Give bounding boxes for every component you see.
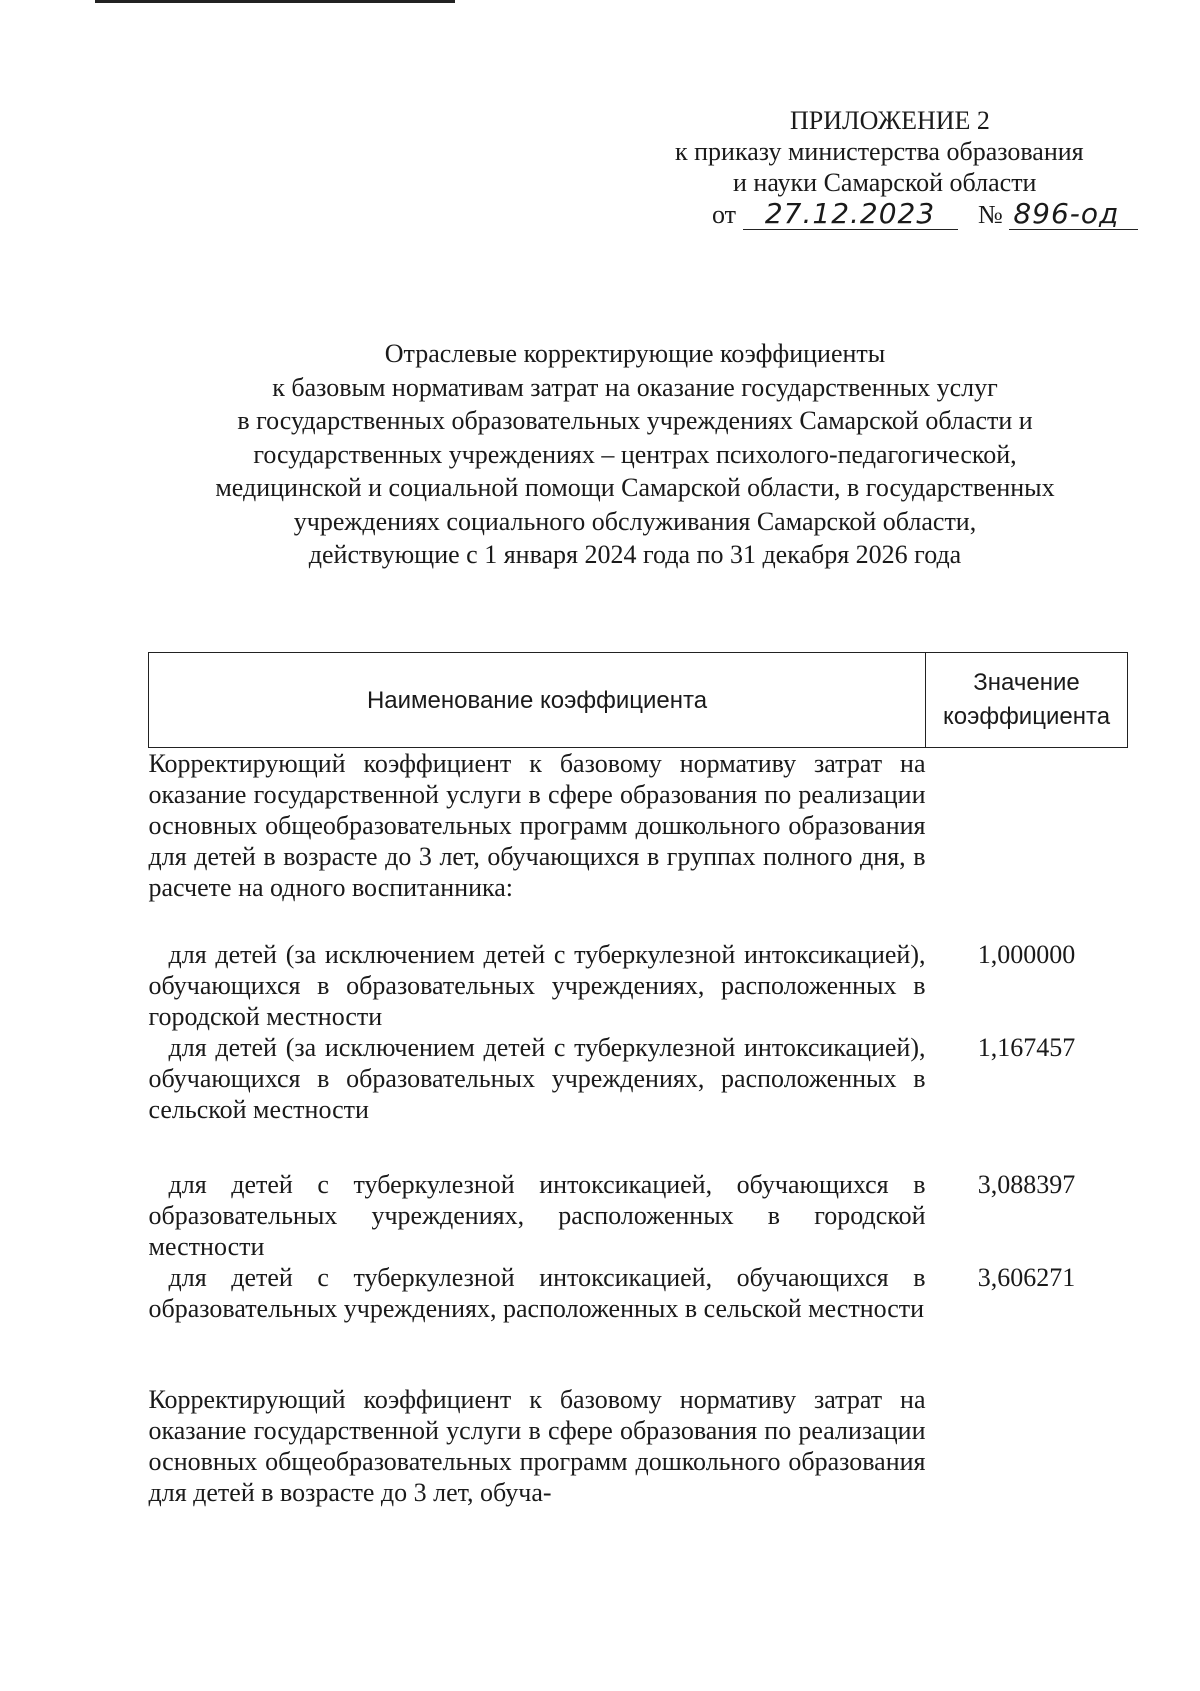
appendix-block: [600, 105, 1140, 234]
title-line: учреждениях социального обслуживания Самарской области,: [293, 506, 977, 536]
header-coefficient-value: [926, 653, 1128, 748]
coefficient-name: для детей (за исключением детей с туберкулезной интоксикацией), обучающихся в образовательных учреждениях, расположенных в сельской местности: [148, 1033, 926, 1124]
handwritten-date: 27.12.2023: [743, 198, 958, 230]
header-value-line: Значение: [973, 669, 1080, 696]
coefficients-table: [148, 652, 1128, 1508]
coefficient-value: 3,088397: [977, 1170, 1076, 1199]
appendix-heading: ПРИЛОЖЕНИЕ 2: [790, 106, 990, 135]
coefficient-value: 1,167457: [977, 1033, 1076, 1062]
table-row: [149, 1384, 1128, 1508]
title-line: действующие с 1 января 2024 года по 31 декабря 2026 года: [308, 540, 962, 569]
title-line: Отраслевые корректирующие коэффициенты: [384, 339, 886, 368]
number-mark: №: [978, 200, 1003, 229]
header-coefficient-name: Наименование коэффициента: [149, 653, 926, 748]
document-title: [120, 337, 1150, 572]
table-row: [149, 939, 1128, 1032]
coefficient-name: для детей (за исключением детей с туберкулезной интоксикацией), обучающихся в образовательных учреждениях, расположенных в городской местности: [148, 940, 926, 1031]
coefficient-name: для детей с туберкулезной интоксикацией, обучающихся в образовательных учреждениях, расположенных в сельской местности: [148, 1263, 926, 1323]
title-line: государственных учреждениях – центрах психолого-педагогической,: [253, 439, 1017, 469]
appendix-order-line: к приказу министерства образования: [675, 137, 1084, 166]
section-description: Корректирующий коэффициент к базовому нормативу затрат на оказание государственной услуги в сфере образования по реализации основных общеобразовательных программ дошкольного образования для детей в возрасте до 3 лет, обучающихся в группах полного дня, в расчете на одного воспитанника:: [148, 749, 926, 902]
table-row: [149, 1262, 1128, 1324]
appendix-date-line: [600, 198, 1140, 234]
header-value-line: коэффициента: [942, 703, 1111, 730]
handwritten-order-number: 896-од: [1009, 198, 1138, 230]
table-header-row: [149, 653, 1128, 748]
coefficient-name: для детей с туберкулезной интоксикацией, обучающихся в образовательных учреждениях, расположенных в городской местности: [148, 1170, 926, 1261]
table-row: [149, 1032, 1128, 1125]
table-row: [149, 748, 1128, 904]
date-prefix: от: [712, 200, 737, 229]
title-line: в государственных образовательных учреждениях Самарской области и: [237, 406, 1033, 435]
top-rule: [95, 0, 455, 3]
table-row: [149, 1169, 1128, 1262]
appendix-ministry-line: и науки Самарской области: [733, 168, 1037, 197]
title-line: медицинской и социальной помощи Самарской области, в государственных: [215, 473, 1055, 502]
coefficient-value: 1,000000: [977, 940, 1076, 969]
section-description: Корректирующий коэффициент к базовому нормативу затрат на оказание государственной услуги в сфере образования по реализации основных общеобразовательных программ дошкольного образования для детей в возрасте до 3 лет, обуча-: [148, 1385, 926, 1507]
coefficient-value: 3,606271: [977, 1263, 1076, 1292]
title-line: к базовым нормативам затрат на оказание государственных услуг: [272, 372, 998, 402]
